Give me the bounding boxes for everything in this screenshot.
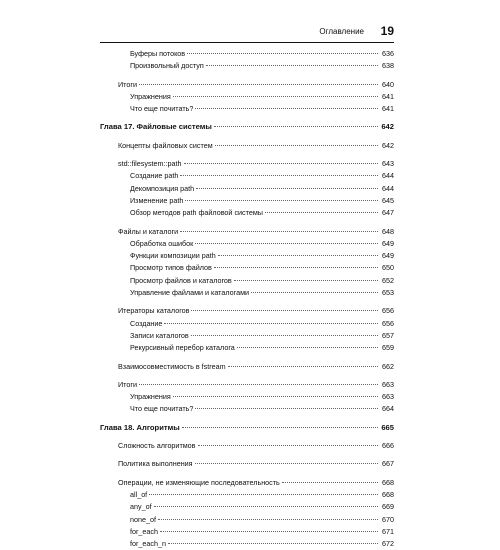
dot-leader [195,242,378,244]
toc-entry-page: 643 [382,159,394,169]
toc-entry-page: 664 [382,404,394,414]
toc-entry [100,477,394,489]
toc-entry [100,48,394,60]
toc-entry [100,158,394,170]
toc-entry-page: 668 [382,489,394,499]
toc-entry [100,342,394,354]
toc-entry-label: Взаимосовместимость в fstream [118,361,226,371]
toc-entry-page: 640 [382,79,394,89]
toc-entry-label: Обзор методов path файловой системы [130,208,263,218]
toc-entry [100,379,394,391]
dot-leader [215,144,378,146]
dot-leader [173,395,378,397]
toc-chapter-entry [100,422,394,434]
toc-entry-label: Глава 17. Файловые системы [100,122,212,132]
toc-entry-label: for_each [130,526,158,536]
toc-entry-label: any_of [130,502,152,512]
toc-entry-label: all_of [130,489,148,499]
toc-entry-label: Операции, не изменяющие последовательность [118,477,280,487]
toc-entry-label: Упражнения [130,392,171,402]
toc-entry-label: Сложность алгоритмов [118,441,196,451]
toc-entry-label: Просмотр файлов и каталогов [130,275,232,285]
toc-entry-page: 649 [382,251,394,261]
toc-entry-page: 644 [382,171,394,181]
toc-entry [100,183,394,195]
dot-leader [164,322,378,324]
toc-entry-page: 636 [382,49,394,58]
dot-leader [139,83,378,85]
toc-chapter-entry [100,121,394,133]
toc-entry-label: Изменение path [130,195,184,205]
toc-entry [100,275,394,287]
toc-entry-page: 670 [382,514,394,524]
toc-entry-label: Создание path [130,171,179,181]
toc-entry-page: 648 [382,226,394,236]
header-page-number: 19 [380,24,394,38]
toc-entry [100,403,394,415]
toc-entry-label: Что еще почитать? [130,104,194,114]
toc-entry-page: 641 [382,104,394,114]
toc-entry [100,238,394,250]
toc-entry-page: 656 [382,306,394,316]
dot-leader [228,365,378,367]
toc-entry [100,526,394,538]
toc-entry [100,60,394,72]
toc-entry-page: 653 [382,288,394,298]
dot-leader [265,211,378,213]
toc-entry-page: 638 [382,61,394,71]
dot-leader [198,444,379,446]
dot-leader [168,542,378,544]
toc-entry-label: Рекурсивный перебор каталога [130,343,235,353]
toc-entry-page: 672 [382,539,394,549]
dot-leader [218,254,378,256]
toc-entry-label: Записи каталогов [130,330,189,340]
toc-entry-page: 649 [382,238,394,248]
table-of-contents [100,48,394,550]
dot-leader [251,291,378,293]
toc-entry-page: 645 [382,195,394,205]
header-title: Оглавление [319,27,364,36]
toc-entry-label: Произвольный доступ [130,61,204,71]
toc-entry-page: 671 [382,526,394,536]
toc-entry [100,440,394,452]
toc-entry [100,79,394,91]
toc-entry [100,305,394,317]
toc-entry-label: Обработка ошибок [130,238,194,248]
toc-entry [100,361,394,373]
toc-entry [100,501,394,513]
toc-entry [100,458,394,470]
dot-leader [191,334,378,336]
toc-entry-page: 667 [382,459,394,469]
dot-leader [234,279,378,281]
toc-entry [100,391,394,403]
toc-entry-page: 663 [382,392,394,402]
toc-entry-page: 642 [382,140,394,150]
dot-leader [185,199,378,201]
toc-entry-page: 642 [381,122,394,132]
dot-leader [139,383,378,385]
dot-leader [173,95,378,97]
toc-entry-page: 663 [382,379,394,389]
toc-entry-page: 666 [382,441,394,451]
toc-entry [100,489,394,501]
toc-entry-label: Буферы потоков [130,49,186,58]
dot-leader [191,309,378,311]
toc-entry-label: for_each_n [130,539,166,549]
toc-entry [100,226,394,238]
toc-entry-label: std::filesystem::path [118,159,182,169]
toc-entry-label: Итераторы каталогов [118,306,190,316]
toc-entry [100,170,394,182]
dot-leader [180,174,378,176]
toc-entry-page: 650 [382,263,394,273]
dot-leader [187,52,378,54]
toc-entry-label: Создание [130,318,163,328]
toc-entry [100,318,394,330]
toc-entry [100,538,394,550]
toc-entry-page: 641 [382,91,394,101]
toc-entry [100,514,394,526]
toc-entry [100,195,394,207]
dot-leader [195,462,378,464]
toc-entry-label: Что еще почитать? [130,404,194,414]
dot-leader [237,346,378,348]
toc-entry-page: 669 [382,502,394,512]
dot-leader [160,530,378,532]
dot-leader [195,107,378,109]
toc-entry [100,103,394,115]
toc-entry-label: Управление файлами и каталогами [130,288,250,298]
toc-entry-page: 656 [382,318,394,328]
dot-leader [214,125,378,127]
toc-entry-label: Глава 18. Алгоритмы [100,422,180,432]
toc-entry-label: Функции композиции path [130,251,216,261]
toc-entry [100,140,394,152]
dot-leader [214,266,378,268]
dot-leader [158,518,378,520]
running-header [100,26,394,43]
dot-leader [182,426,378,428]
toc-entry-page: 668 [382,477,394,487]
toc-entry-page: 657 [382,330,394,340]
dot-leader [149,493,378,495]
dot-leader [206,64,378,66]
toc-entry-label: Концепты файловых систем [118,140,213,150]
toc-entry-page: 659 [382,343,394,353]
dot-leader [180,230,378,232]
toc-entry-page: 665 [381,422,394,432]
toc-entry [100,262,394,274]
toc-entry-label: Упражнения [130,91,171,101]
dot-leader [154,505,378,507]
toc-entry-page: 647 [382,208,394,218]
toc-entry [100,287,394,299]
dot-leader [196,187,378,189]
toc-entry [100,250,394,262]
toc-entry-label: Итоги [118,79,138,89]
dot-leader [195,407,378,409]
toc-entry [100,330,394,342]
toc-entry [100,91,394,103]
toc-entry-label: Декомпозиция path [130,183,195,193]
dot-leader [282,481,378,483]
toc-entry-label: Файлы и каталоги [118,226,179,236]
toc-entry-page: 662 [382,361,394,371]
dot-leader [184,162,378,164]
toc-entry-label: none_of [130,514,156,524]
toc-entry-page: 644 [382,183,394,193]
toc-entry [100,207,394,219]
toc-entry-label: Итоги [118,379,138,389]
toc-entry-page: 652 [382,275,394,285]
toc-entry-label: Просмотр типов файлов [130,263,212,273]
toc-entry-label: Политика выполнения [118,459,193,469]
